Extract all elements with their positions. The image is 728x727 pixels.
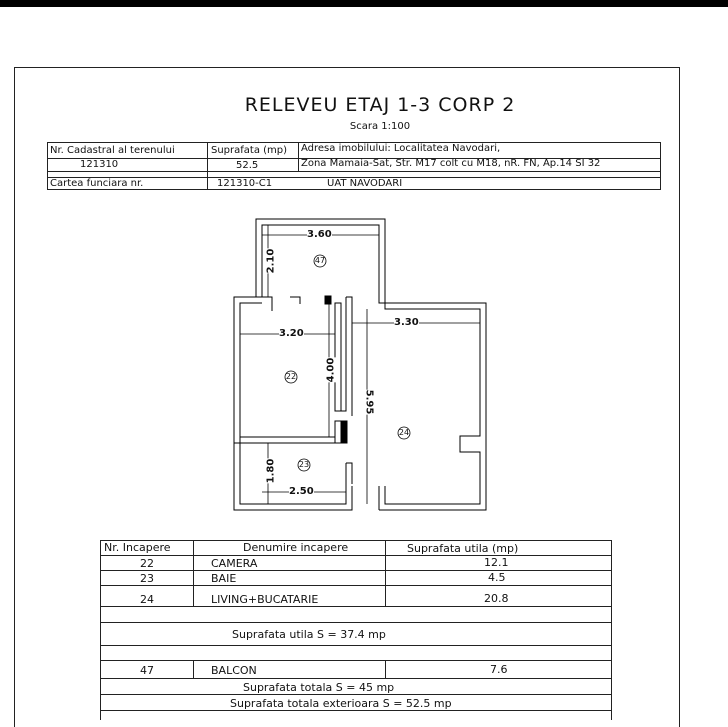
cadastral-label: Nr. Cadastral al terenului [50,145,175,156]
header-area: Suprafata utila (mp) [407,542,519,555]
row-24-area: 20.8 [484,592,509,605]
balcony-name: BALCON [211,664,257,677]
area-value: 52.5 [236,160,259,171]
drawing-scale: Scara 1:100 [349,121,411,132]
dim-360: 3.60 [307,229,332,240]
dim-400: 4.00 [325,357,337,383]
balcony-area: 7.6 [490,663,508,676]
dim-320: 3.20 [279,328,304,339]
row-24-name: LIVING+BUCATARIE [211,593,319,606]
useful-total: Suprafata utila S = 37.4 mp [232,628,386,641]
dim-330: 3.30 [394,317,419,328]
address-value: Zona Mamaia-Sat, Str. M17 colt cu M18, nR. FN, Ap.14 SI 32 [301,158,601,169]
row-22-name: CAMERA [211,557,258,570]
uat-label: UAT NAVODARI [327,178,403,189]
drawing-title: RELEVEU ETAJ 1-3 CORP 2 [244,94,516,116]
area-label: Suprafata (mp) [211,145,288,156]
dim-595: 5.95 [363,389,375,415]
dim-210: 2.10 [265,248,277,274]
cf-label: Cartea funciara nr. [50,178,144,189]
row-22-area: 12.1 [484,556,509,569]
header-name: Denumire incapere [243,541,349,554]
room-number-47: 47 [314,256,326,265]
room-number-24: 24 [398,428,410,437]
balcony-nr: 47 [140,664,154,677]
address-label: Adresa imobilului: Localitatea Navodari, [301,143,501,154]
total-area: Suprafata totala S = 45 mp [243,681,395,694]
dim-180: 1.80 [265,458,277,484]
row-23-name: BAIE [211,572,237,585]
cf-value: 121310-C1 [217,178,273,189]
row-22-nr: 22 [140,557,154,570]
header-nr: Nr. Incapere [104,541,171,554]
dim-250: 2.50 [289,486,314,497]
room-number-23: 23 [298,460,310,469]
row-23-nr: 23 [140,572,154,585]
exterior-total-area: Suprafata totala exterioara S = 52.5 mp [230,697,452,710]
room-number-22: 22 [285,372,297,381]
cadastral-value: 121310 [80,159,119,170]
row-23-area: 4.5 [488,571,506,584]
row-24-nr: 24 [140,593,154,606]
